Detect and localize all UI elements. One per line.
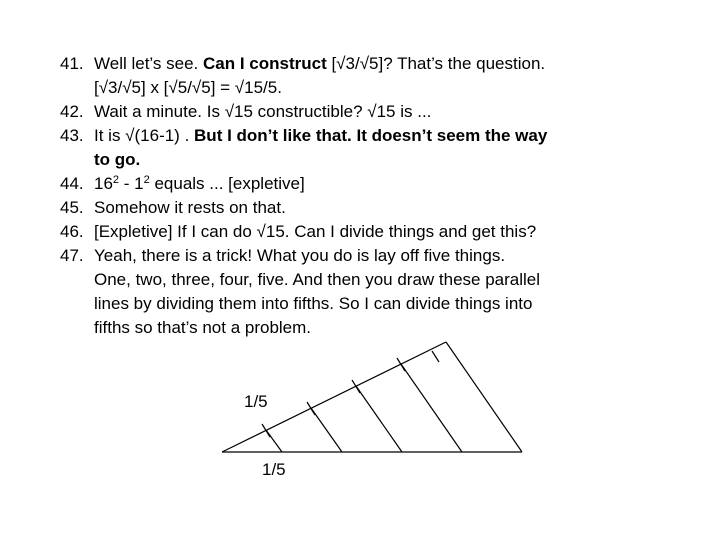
- parallel-line-4: [401, 364, 462, 452]
- text-segment: - 1: [119, 174, 144, 193]
- text-segment: Yeah, there is a trick! What you do is lay off five things.: [94, 246, 506, 265]
- tick-mark-4: [397, 358, 405, 371]
- tick-mark-2: [307, 402, 315, 415]
- parallel-line-3: [356, 386, 402, 452]
- lower-fifth-label: 1/5: [262, 460, 286, 479]
- line-number: 43.: [60, 126, 84, 145]
- line-number: 47.: [60, 246, 84, 265]
- parallel-line-2: [311, 408, 342, 452]
- tick-mark-3: [352, 380, 360, 393]
- text-segment: lines by dividing them into fifths. So I can divide things into: [94, 294, 533, 313]
- superscript: 2: [143, 174, 150, 186]
- text-segment: But I don’t like that. It doesn’t seem the way: [194, 126, 548, 145]
- text-segment: [Expletive] If I can do √15. Can I divide things and get this?: [94, 222, 537, 241]
- upper-fifth-label: 1/5: [244, 392, 268, 411]
- superscript: 2: [112, 174, 120, 186]
- line-number: 45.: [60, 198, 84, 217]
- line-number: 41.: [60, 54, 84, 73]
- line-number: 44.: [60, 174, 84, 193]
- tick-mark-5: [432, 351, 439, 362]
- closing-line: [446, 342, 522, 452]
- text-segment: to go.: [94, 150, 141, 169]
- text-segment: fifths so that’s not a problem.: [94, 318, 312, 337]
- text-segment: Wait a minute. Is √15 constructible? √15 is ...: [94, 102, 432, 121]
- text-segment: It is √(16-1) .: [94, 126, 195, 145]
- text-segment: Well let’s see.: [94, 54, 203, 73]
- text-segment: [√3/√5] x [√5/√5] = √15/5.: [94, 78, 282, 97]
- line-number: 42.: [60, 102, 84, 121]
- text-segment: Can I construct: [202, 54, 327, 73]
- text-segment: Somehow it rests on that.: [94, 198, 286, 217]
- text-segment: 16: [94, 174, 113, 193]
- text-segment: [√3/√5]? That’s the question.: [326, 54, 546, 73]
- text-segment: One, two, three, four, five. And then you draw these parallel: [94, 270, 541, 289]
- tick-mark-1: [262, 424, 270, 437]
- line-number: 46.: [60, 222, 84, 241]
- text-segment: equals ... [expletive]: [149, 174, 305, 193]
